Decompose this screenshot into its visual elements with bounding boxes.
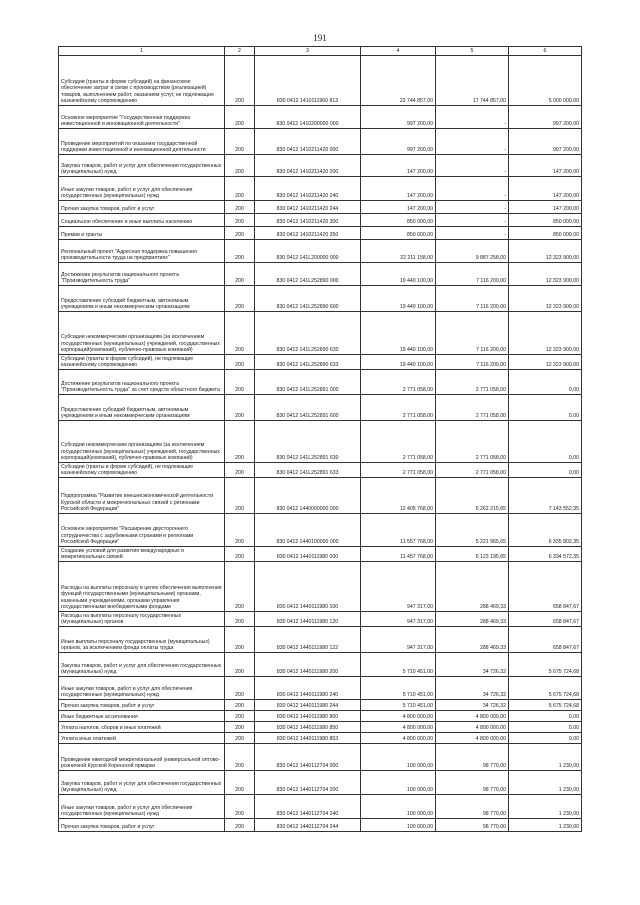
row-name: Прочая закупка товаров, работ и услуг xyxy=(59,700,225,711)
row-col4: 2 771 058,00 xyxy=(361,421,436,463)
row-name: Уплата иных платежей xyxy=(59,733,225,744)
row-name: Иные закупки товаров, работ и услуг для обеспечения государственных (муниципальных) нужд xyxy=(59,677,225,700)
row-name: Основное мероприятие "Государственная поддержка инвестиционной и инновационной деятельности" xyxy=(59,106,225,129)
row-col4: 2 771 058,00 xyxy=(361,463,436,478)
column-header: 3 xyxy=(255,47,361,56)
row-col5: 5 123 195,65 xyxy=(436,547,509,562)
row-col4: 997 200,00 xyxy=(361,129,436,155)
row-ved: 200 xyxy=(225,711,255,722)
row-ved: 200 xyxy=(225,463,255,478)
column-header: 5 xyxy=(436,47,509,56)
row-code: 830 0412 141L252890 600 xyxy=(255,286,361,312)
row-col4: 2 771 058,00 xyxy=(361,370,436,395)
row-col4: 947 317,00 xyxy=(361,627,436,653)
row-col5: 5 262 215,65 xyxy=(436,478,509,514)
row-code: 830 0412 1410211420 300 xyxy=(255,214,361,227)
row-code: 830 0412 1440000000 000 xyxy=(255,478,361,514)
row-ved: 200 xyxy=(225,478,255,514)
row-col5: 4 800 000,00 xyxy=(436,722,509,733)
row-name: Закупка товаров, работ и услуг для обеспечения государственных (муниципальных) нужд xyxy=(59,771,225,795)
row-name: Иные закупки товаров, работ и услуг для обеспечения государственных (муниципальных) нужд xyxy=(59,177,225,201)
table-row xyxy=(59,677,582,700)
table-row xyxy=(59,700,582,711)
row-code: 830 0412 141L252891 633 xyxy=(255,463,361,478)
row-col4: 147 200,00 xyxy=(361,177,436,201)
table-row xyxy=(59,177,582,201)
row-name: Субсидии (гранты в форме субсидий), не подлежащие казначейскому сопровождению xyxy=(59,355,225,370)
row-name: Создание условий для развития международных и межрегиональных связей xyxy=(59,547,225,562)
table-row xyxy=(59,286,582,312)
row-ved: 200 xyxy=(225,733,255,744)
row-col4: 147 200,00 xyxy=(361,201,436,214)
row-code: 830 0412 141L200000 000 xyxy=(255,240,361,263)
row-col4: 5 710 451,00 xyxy=(361,700,436,711)
row-col6: 147 200,00 xyxy=(509,155,582,177)
row-col4: 4 800 000,00 xyxy=(361,711,436,722)
row-code: 830 0412 141L252890 630 xyxy=(255,312,361,355)
row-name: Предоставление субсидий бюджетным, автономным учреждениям и иным некоммерческим организациям xyxy=(59,395,225,421)
row-name: Иные закупки товаров, работ и услуг для обеспечения государственных (муниципальных) нужд xyxy=(59,795,225,819)
row-col6: 12 323 900,00 xyxy=(509,355,582,370)
row-code: 830 0412 1440111980 000 xyxy=(255,547,361,562)
row-col6: 658 847,67 xyxy=(509,627,582,653)
row-col6: 658 847,67 xyxy=(509,612,582,627)
row-ved: 200 xyxy=(225,514,255,547)
row-ved: 200 xyxy=(225,263,255,286)
row-code: 830 0412 1440111980 122 xyxy=(255,627,361,653)
row-col5: - xyxy=(436,177,509,201)
row-col6: 5 675 724,68 xyxy=(509,653,582,677)
row-name: Прочая закупка товаров, работ и услуг xyxy=(59,819,225,832)
table-row xyxy=(59,201,582,214)
table-row xyxy=(59,370,582,395)
table-row xyxy=(59,155,582,177)
row-col5: 7 116 200,00 xyxy=(436,286,509,312)
row-name: Региональный проект "Адресная поддержка повышения производительности труда на предприятиях" xyxy=(59,240,225,263)
row-col5: 98 770,00 xyxy=(436,744,509,771)
row-col6: 997 200,00 xyxy=(509,129,582,155)
row-col6: 12 323 900,00 xyxy=(509,263,582,286)
row-name: Премии и гранты xyxy=(59,227,225,240)
row-ved: 200 xyxy=(225,795,255,819)
row-code: 830 0412 1410211420 350 xyxy=(255,227,361,240)
row-name: Предоставление субсидий бюджетным, автономным учреждениям и иным некоммерческим организациям xyxy=(59,286,225,312)
table-row xyxy=(59,547,582,562)
row-code: 830 0412 1410211420 200 xyxy=(255,155,361,177)
row-col6: 1 230,00 xyxy=(509,795,582,819)
page-number: 191 xyxy=(313,33,327,43)
row-ved: 200 xyxy=(225,240,255,263)
row-col4: 5 710 451,00 xyxy=(361,653,436,677)
row-col4: 22 744 857,00 xyxy=(361,56,436,106)
table-row xyxy=(59,355,582,370)
row-col4: 100 000,00 xyxy=(361,744,436,771)
row-ved: 200 xyxy=(225,177,255,201)
table-row xyxy=(59,514,582,547)
row-code: 830 0412 1440100000 000 xyxy=(255,514,361,547)
table-row xyxy=(59,129,582,155)
row-ved: 200 xyxy=(225,700,255,711)
row-name: Закупка товаров, работ и услуг для обеспечения государственных (муниципальных) нужд xyxy=(59,155,225,177)
table-row xyxy=(59,214,582,227)
row-code: 830 0412 1410211420 000 xyxy=(255,129,361,155)
row-col6: 0,00 xyxy=(509,722,582,733)
row-code: 830 0412 1410111960 813 xyxy=(255,56,361,106)
row-col6: 6 335 802,35 xyxy=(509,514,582,547)
table-header-row xyxy=(59,47,582,56)
row-ved: 200 xyxy=(225,547,255,562)
row-ved: 200 xyxy=(225,106,255,129)
row-ved: 200 xyxy=(225,214,255,227)
row-name: Субсидии (гранты в форме субсидий) на финансовое обеспечение затрат в связи с производством (реализацией) товаров, выполнением работ, оказанием услуг, не подлежащие казначейскому сопровождению xyxy=(59,56,225,106)
row-col5: - xyxy=(436,129,509,155)
row-code: 830 0412 141L252890 000 xyxy=(255,263,361,286)
row-code: 830 0412 1410211420 240 xyxy=(255,177,361,201)
row-col5: 9 887 258,00 xyxy=(436,240,509,263)
table-row xyxy=(59,771,582,795)
table-row xyxy=(59,612,582,627)
row-name: Подпрограмма "Развитие внешнеэкономической деятельности Курской области и межрегиональных связей с регионами Российской Федерации" xyxy=(59,478,225,514)
row-name: Основное мероприятие "Расширение двустороннего сотрудничества с зарубежными странами и регионами Российской Федерации" xyxy=(59,514,225,547)
row-col4: 100 000,00 xyxy=(361,819,436,832)
row-col6: 1 230,00 xyxy=(509,819,582,832)
row-col6: 658 847,67 xyxy=(509,562,582,612)
row-code: 830 0412 1440112704 000 xyxy=(255,744,361,771)
table-row xyxy=(59,106,582,129)
row-col4: 11 457 768,00 xyxy=(361,547,436,562)
row-ved: 200 xyxy=(225,627,255,653)
row-col5: 4 800 000,00 xyxy=(436,711,509,722)
row-ved: 200 xyxy=(225,395,255,421)
row-col6: 12 323 900,00 xyxy=(509,312,582,355)
row-col4: 947 317,00 xyxy=(361,612,436,627)
row-col5: 17 744 857,00 xyxy=(436,56,509,106)
row-col6: 7 143 552,35 xyxy=(509,478,582,514)
table-row xyxy=(59,263,582,286)
row-ved: 200 xyxy=(225,722,255,733)
row-code: 830 0412 1440111980 853 xyxy=(255,733,361,744)
table-row xyxy=(59,733,582,744)
row-ved: 200 xyxy=(225,155,255,177)
row-ved: 200 xyxy=(225,312,255,355)
row-code: 830 0412 1440111980 850 xyxy=(255,722,361,733)
row-col4: 4 800 000,00 xyxy=(361,722,436,733)
row-ved: 200 xyxy=(225,677,255,700)
column-header: 1 xyxy=(59,47,225,56)
row-name: Субсидии (гранты в форме субсидий), не подлежащие казначейскому сопровождению xyxy=(59,463,225,478)
row-col4: 850 000,00 xyxy=(361,214,436,227)
row-col5: 98 770,00 xyxy=(436,771,509,795)
row-code: 830 0412 141L252891 630 xyxy=(255,421,361,463)
row-name: Иные бюджетные ассигнования xyxy=(59,711,225,722)
column-header: 2 xyxy=(225,47,255,56)
row-col4: 850 000,00 xyxy=(361,227,436,240)
row-col5: 98 770,00 xyxy=(436,795,509,819)
row-code: 830 0412 1440111980 200 xyxy=(255,653,361,677)
row-ved: 200 xyxy=(225,771,255,795)
table-row xyxy=(59,56,582,106)
row-ved: 200 xyxy=(225,227,255,240)
row-col5: 7 116 200,00 xyxy=(436,263,509,286)
row-col5: - xyxy=(436,201,509,214)
row-col6: 997 200,00 xyxy=(509,106,582,129)
row-code: 830 0412 1410211420 244 xyxy=(255,201,361,214)
table-row xyxy=(59,562,582,612)
row-col6: 12 323 900,00 xyxy=(509,286,582,312)
row-ved: 200 xyxy=(225,286,255,312)
row-col4: 100 000,00 xyxy=(361,771,436,795)
table-row xyxy=(59,819,582,832)
row-code: 830 0412 1440111980 800 xyxy=(255,711,361,722)
row-code: 830 0412 1440111980 244 xyxy=(255,700,361,711)
row-ved: 200 xyxy=(225,355,255,370)
row-code: 830 0412 1410200000 000 xyxy=(255,106,361,129)
column-header: 4 xyxy=(361,47,436,56)
row-ved: 200 xyxy=(225,612,255,627)
row-name: Расходы на выплаты персоналу государственных (муниципальных) органов xyxy=(59,612,225,627)
row-code: 830 0412 1440111980 240 xyxy=(255,677,361,700)
row-ved: 200 xyxy=(225,562,255,612)
table-row xyxy=(59,744,582,771)
row-code: 830 0412 1440112704 244 xyxy=(255,819,361,832)
row-col6: 147 200,00 xyxy=(509,201,582,214)
row-ved: 200 xyxy=(225,201,255,214)
table-row xyxy=(59,395,582,421)
row-name: Достижение результатов национального проекта "Производительность труда" xyxy=(59,263,225,286)
row-name: Социальное обеспечение и иные выплаты населению xyxy=(59,214,225,227)
row-code: 830 0412 1440112704 200 xyxy=(255,771,361,795)
table-body xyxy=(59,56,582,832)
row-col5: - xyxy=(436,214,509,227)
row-name: Иные выплаты персоналу государственных (муниципальных) органов, за исключением фонда оплаты труда xyxy=(59,627,225,653)
row-col5: 2 771 058,00 xyxy=(436,370,509,395)
column-header: 6 xyxy=(509,47,582,56)
budget-table xyxy=(58,46,582,832)
row-col6: 1 230,00 xyxy=(509,744,582,771)
row-ved: 200 xyxy=(225,744,255,771)
row-ved: 200 xyxy=(225,56,255,106)
row-col4: 12 405 768,00 xyxy=(361,478,436,514)
row-name: Достижение результатов национального проекта "Производительность труда" за счет средств областного бюджета xyxy=(59,370,225,395)
table-row xyxy=(59,227,582,240)
table-row xyxy=(59,463,582,478)
table-row xyxy=(59,795,582,819)
row-col5: 2 771 058,00 xyxy=(436,395,509,421)
table-row xyxy=(59,421,582,463)
row-col5: 288 469,33 xyxy=(436,562,509,612)
row-col5: 288 469,33 xyxy=(436,612,509,627)
row-code: 830 0412 1440111980 120 xyxy=(255,612,361,627)
row-col4: 19 440 100,00 xyxy=(361,286,436,312)
row-col5: - xyxy=(436,227,509,240)
row-name: Прочая закупка товаров, работ и услуг xyxy=(59,201,225,214)
row-col6: 6 334 572,35 xyxy=(509,547,582,562)
row-col4: 19 440 100,00 xyxy=(361,263,436,286)
row-col5: 4 800 000,00 xyxy=(436,733,509,744)
row-name: Расходы на выплаты персоналу в целях обеспечения выполнения функций государственными (муниципальными) органами, казенными учреждениями, органами управления государственными внебюджетными фондами xyxy=(59,562,225,612)
row-ved: 200 xyxy=(225,129,255,155)
row-col5: 2 771 058,00 xyxy=(436,463,509,478)
row-col6: 850 000,00 xyxy=(509,227,582,240)
table-row xyxy=(59,711,582,722)
row-col6: 147 200,00 xyxy=(509,177,582,201)
row-col4: 5 710 451,00 xyxy=(361,677,436,700)
row-ved: 200 xyxy=(225,653,255,677)
row-name: Проведение ежегодной межрегиональной универсальной оптово-розничной Курской Коренской ярмарки xyxy=(59,744,225,771)
row-code: 830 0412 1440111980 100 xyxy=(255,562,361,612)
row-col6: 5 675 724,68 xyxy=(509,677,582,700)
row-col6: 0,00 xyxy=(509,711,582,722)
row-col5: 34 726,32 xyxy=(436,653,509,677)
row-name: Проведение мероприятий по оказанию государственной поддержки инвестиционной и инновационной деятельности xyxy=(59,129,225,155)
row-col5: 5 221 965,65 xyxy=(436,514,509,547)
row-col6: 0,00 xyxy=(509,370,582,395)
row-col5: - xyxy=(436,155,509,177)
row-col4: 997 200,00 xyxy=(361,106,436,129)
row-col6: 0,00 xyxy=(509,395,582,421)
table-row xyxy=(59,653,582,677)
row-col6: 5 675 724,68 xyxy=(509,700,582,711)
row-col4: 19 440 100,00 xyxy=(361,312,436,355)
row-col6: 12 323 900,00 xyxy=(509,240,582,263)
row-col6: 0,00 xyxy=(509,733,582,744)
row-code: 830 0412 1440112704 240 xyxy=(255,795,361,819)
table-row xyxy=(59,312,582,355)
row-col6: 5 000 000,00 xyxy=(509,56,582,106)
row-col4: 22 211 158,00 xyxy=(361,240,436,263)
row-col4: 11 557 768,00 xyxy=(361,514,436,547)
row-name: Субсидии некоммерческим организациям (за исключением государственных (муниципальных) учреждений, государственных корпораций(компаний), публично-правовых компаний) xyxy=(59,421,225,463)
row-col5: - xyxy=(436,106,509,129)
row-col5: 2 771 058,00 xyxy=(436,421,509,463)
row-col4: 100 000,00 xyxy=(361,795,436,819)
row-name: Закупка товаров, работ и услуг для обеспечения государственных (муниципальных) нужд xyxy=(59,653,225,677)
table-row xyxy=(59,240,582,263)
row-col5: 34 726,32 xyxy=(436,677,509,700)
row-ved: 200 xyxy=(225,819,255,832)
row-col5: 7 116 200,00 xyxy=(436,355,509,370)
row-col5: 288 469,33 xyxy=(436,627,509,653)
row-code: 830 0412 141L252890 633 xyxy=(255,355,361,370)
table-row xyxy=(59,627,582,653)
row-col6: 1 230,00 xyxy=(509,771,582,795)
row-code: 830 0412 141L252891 000 xyxy=(255,370,361,395)
row-col6: 850 000,00 xyxy=(509,214,582,227)
row-col4: 19 440 100,00 xyxy=(361,355,436,370)
row-ved: 200 xyxy=(225,370,255,395)
row-col4: 147 200,00 xyxy=(361,155,436,177)
row-name: Субсидии некоммерческим организациям (за исключением государственных (муниципальных) учреждений, государственных корпораций(компаний), публично-правовых компаний) xyxy=(59,312,225,355)
row-code: 830 0412 141L252891 600 xyxy=(255,395,361,421)
row-col5: 7 116 200,00 xyxy=(436,312,509,355)
table-row xyxy=(59,722,582,733)
row-col6: 0,00 xyxy=(509,421,582,463)
row-col6: 0,00 xyxy=(509,463,582,478)
row-ved: 200 xyxy=(225,421,255,463)
row-col5: 34 726,32 xyxy=(436,700,509,711)
row-col5: 98 770,00 xyxy=(436,819,509,832)
table-row xyxy=(59,478,582,514)
row-col4: 947 317,00 xyxy=(361,562,436,612)
row-col4: 2 771 058,00 xyxy=(361,395,436,421)
row-name: Уплата налогов, сборов и иных платежей xyxy=(59,722,225,733)
row-col4: 4 800 000,00 xyxy=(361,733,436,744)
